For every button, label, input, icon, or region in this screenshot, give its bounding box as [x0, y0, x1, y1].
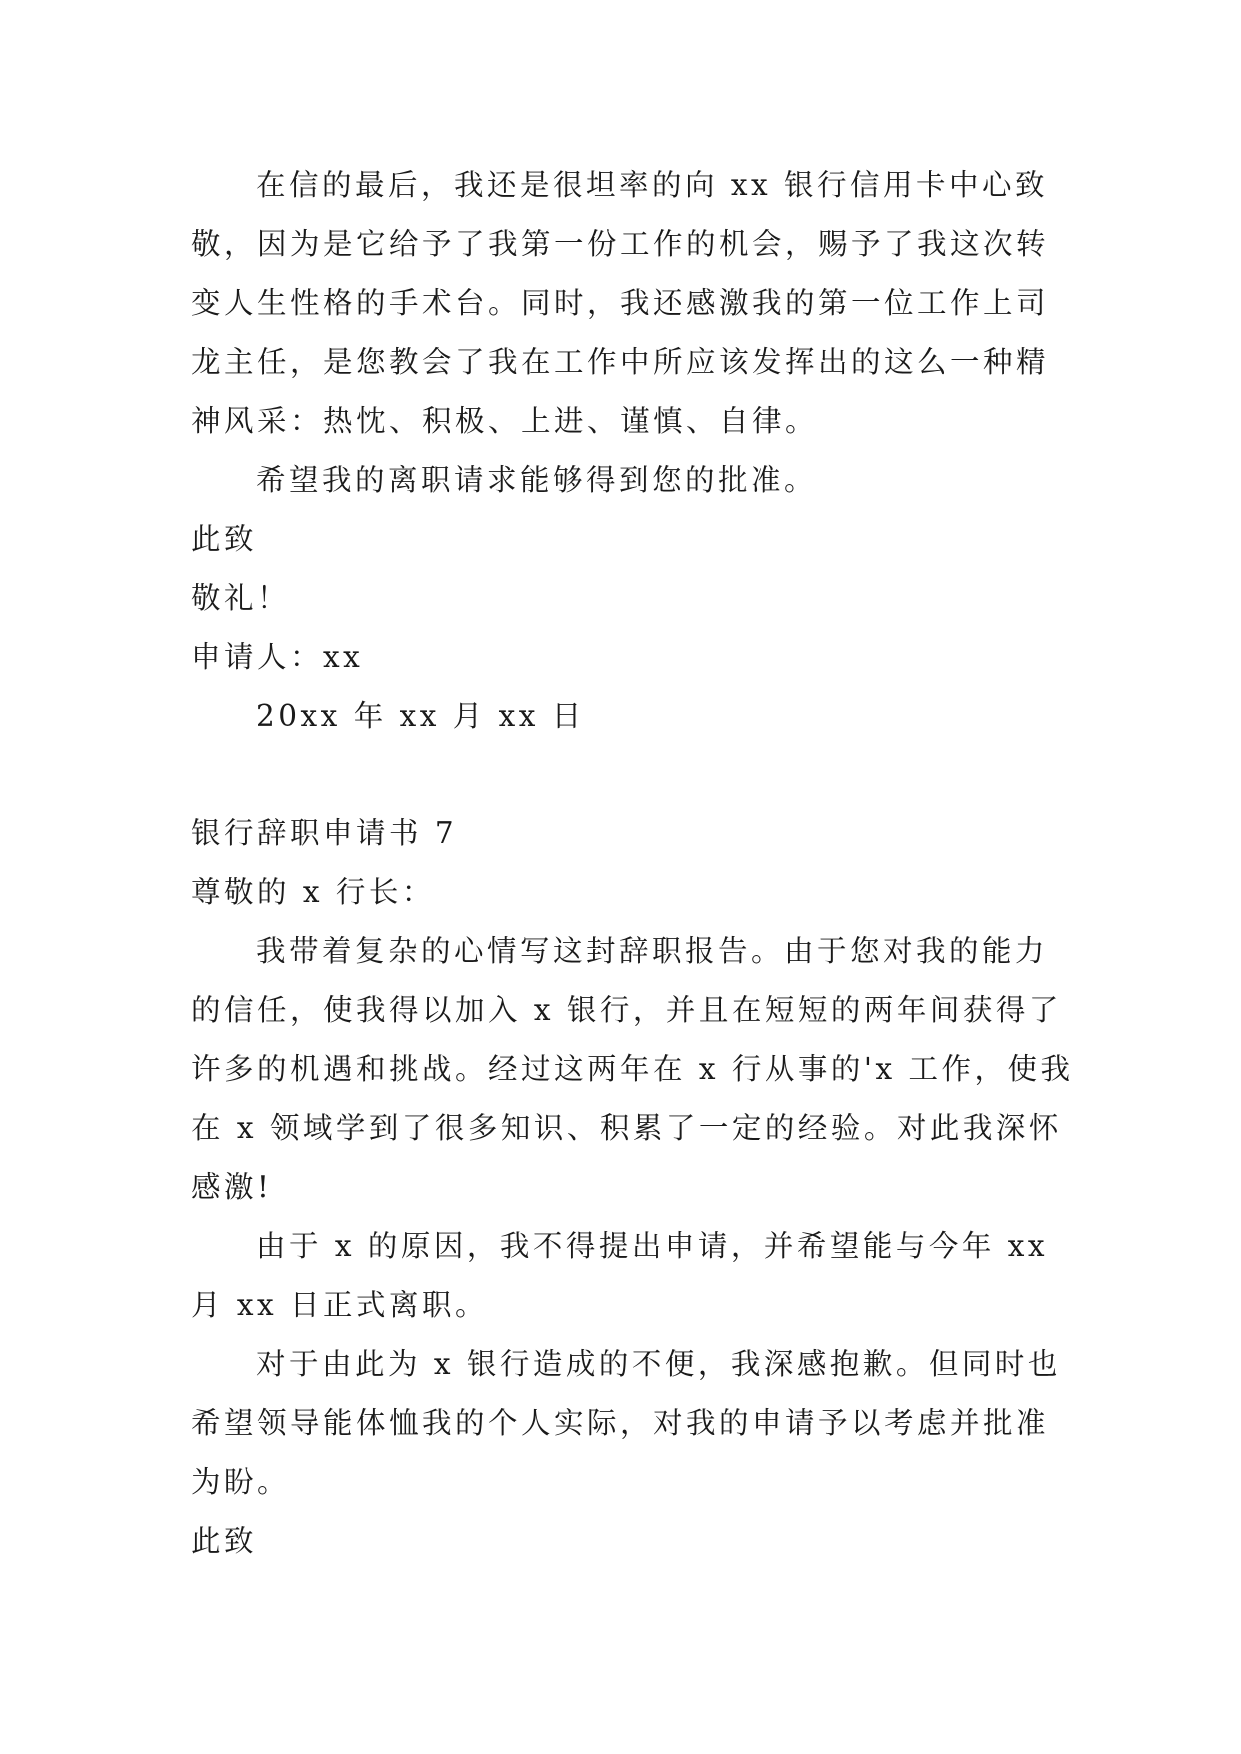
applicant-line: 申请人：xx	[191, 640, 364, 674]
section-title: 银行辞职申请书 7	[191, 816, 458, 850]
paragraph1-line: 许多的机遇和挑战。经过这两年在 x 行从事的'x 工作，使我	[191, 1052, 1074, 1086]
paragraph3-line: 希望领导能体恤我的个人实际，对我的申请予以考虑并批准	[191, 1406, 1050, 1440]
paragraph2-line: 由于 x 的原因，我不得提出申请，并希望能与今年 xx	[256, 1229, 1049, 1263]
closing-paragraph-line: 敬，因为是它给予了我第一份工作的机会，赐予了我这次转	[191, 227, 1050, 261]
paragraph1-line: 在 x 领域学到了很多知识、积累了一定的经验。对此我深怀	[191, 1111, 1062, 1145]
paragraph3-line: 为盼。	[191, 1465, 291, 1499]
paragraph2-line: 月 xx 日正式离职。	[191, 1288, 489, 1322]
closing-paragraph-line: 在信的最后，我还是很坦率的向 xx 银行信用卡中心致	[256, 168, 1049, 202]
paragraph1-line: 感激!	[191, 1170, 273, 1204]
paragraph1-line: 我带着复杂的心情写这封辞职报告。由于您对我的能力	[256, 934, 1049, 968]
closing-paragraph-line: 神风采：热忱、积极、上进、谨慎、自律。	[191, 404, 819, 438]
salutation: 此致	[191, 522, 258, 556]
date-line: 20xx 年 xx 月 xx 日	[256, 699, 585, 733]
greeting: 尊敬的 x 行长：	[191, 875, 435, 909]
regards: 敬礼！	[191, 581, 291, 615]
hope-line: 希望我的离职请求能够得到您的批准。	[256, 463, 818, 497]
paragraph1-line: 的信任，使我得以加入 x 银行，并且在短短的两年间获得了	[191, 993, 1062, 1027]
closing-paragraph-line: 龙主任，是您教会了我在工作中所应该发挥出的这么一种精	[191, 345, 1050, 379]
paragraph3-line: 对于由此为 x 银行造成的不便，我深感抱歉。但同时也	[256, 1347, 1061, 1381]
salutation: 此致	[191, 1524, 258, 1558]
closing-paragraph-line: 变人生性格的手术台。同时，我还感激我的第一位工作上司	[191, 286, 1050, 320]
